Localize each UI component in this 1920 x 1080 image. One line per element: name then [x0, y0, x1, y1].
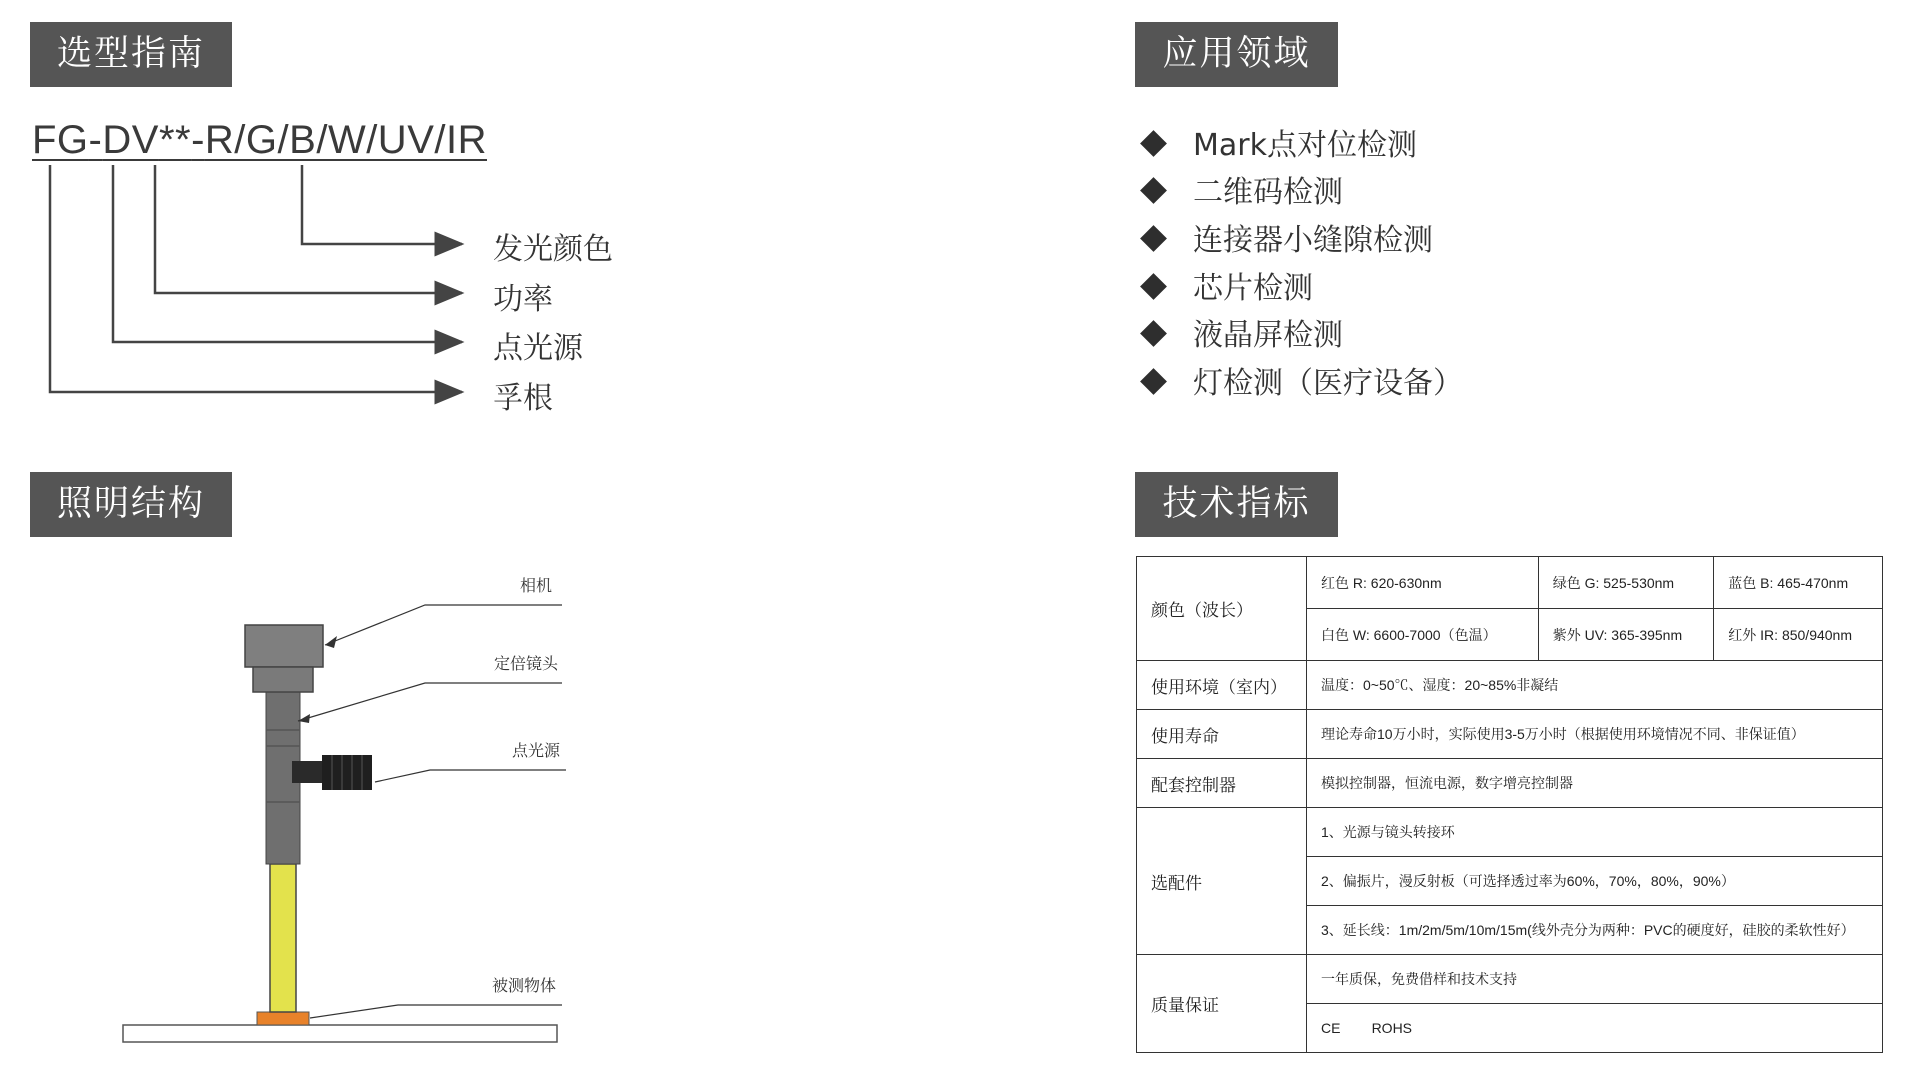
spec-green: 绿色 G: 525-530nm — [1538, 557, 1714, 609]
spec-quality-2: CE ROHS — [1307, 1004, 1883, 1053]
code-type: DV — [102, 118, 159, 162]
table-row — [1137, 955, 1883, 1004]
spec-red: 红色 R: 620-630nm — [1307, 557, 1539, 609]
spec-accessory-3: 3、延长线：1m/2m/5m/10m/15m(线外壳分为两种：PVC的硬度好，硅胶的柔软性好） — [1307, 906, 1883, 955]
spec-accessory-2: 2、偏振片，漫反射板（可选择透过率为60%，70%，80%，90%） — [1307, 857, 1883, 906]
camera-body — [245, 625, 323, 667]
label-point-light: 点光源 — [493, 331, 583, 366]
spec-accessory-1: 1、光源与镜头转接环 — [1307, 808, 1883, 857]
code-dash: - — [88, 118, 103, 162]
application-item: 灯检测（医疗设备） — [1140, 364, 1463, 404]
camera-mount — [253, 667, 313, 692]
spec-label-controller: 配套控制器 — [1137, 759, 1307, 808]
callout-line-light — [375, 770, 566, 782]
spec-label-color: 颜色（波长） — [1137, 557, 1307, 661]
spec-white: 白色 W: 6600-7000（色温） — [1307, 609, 1539, 661]
table-row — [1137, 808, 1883, 857]
tested-object — [257, 1012, 309, 1025]
application-item: 芯片检测 — [1140, 269, 1313, 309]
light-coupler — [292, 761, 322, 783]
diamond-bullet-icon — [1140, 225, 1167, 252]
diamond-bullet-icon — [1140, 130, 1167, 157]
connector-color — [302, 165, 462, 244]
section-title-applications: 应用领域 — [1135, 22, 1338, 87]
model-connector-lines — [0, 0, 700, 420]
callout-camera: 相机 — [520, 576, 553, 595]
diamond-bullet-icon — [1140, 177, 1167, 204]
application-item: Mark点对位检测 — [1140, 126, 1417, 166]
application-item: 液晶屏检测 — [1140, 316, 1343, 356]
code-prefix: FG — [32, 118, 89, 162]
table-row — [1137, 759, 1883, 808]
section-title-selection-guide: 选型指南 — [30, 22, 232, 87]
label-power: 功率 — [493, 282, 553, 317]
callout-line-camera — [325, 605, 562, 645]
table-row — [1137, 710, 1883, 759]
spec-life-value: 理论寿命10万小时，实际使用3-5万小时（根据使用环境情况不同、非保证值） — [1307, 710, 1883, 759]
callout-line-object — [310, 1005, 562, 1018]
section-title-structure: 照明结构 — [30, 472, 232, 537]
callout-lens: 定倍镜头 — [494, 654, 559, 673]
code-dash: - — [191, 118, 205, 162]
spec-table — [1136, 556, 1883, 1053]
spec-label-accessories: 选配件 — [1137, 808, 1307, 955]
callout-point-light: 点光源 — [512, 741, 561, 760]
spec-label-env: 使用环境（室内） — [1137, 661, 1307, 710]
diamond-bullet-icon — [1140, 273, 1167, 300]
spec-uv: 紫外 UV: 365-395nm — [1538, 609, 1714, 661]
spec-quality-1: 一年质保，免费借样和技术支持 — [1307, 955, 1883, 1004]
application-item: 连接器小缝隙检测 — [1140, 221, 1433, 261]
callout-line-lens — [298, 683, 562, 721]
diamond-bullet-icon — [1140, 320, 1167, 347]
spec-controller-value: 模拟控制器，恒流电源，数字增亮控制器 — [1307, 759, 1883, 808]
application-item: 二维码检测 — [1140, 173, 1343, 213]
spec-label-quality: 质量保证 — [1137, 955, 1307, 1053]
section-title-specs: 技术指标 — [1135, 472, 1338, 537]
spec-blue: 蓝色 B: 465-470nm — [1714, 557, 1883, 609]
code-power: ** — [158, 118, 192, 162]
spec-label-life: 使用寿命 — [1137, 710, 1307, 759]
code-color: R/G/B/W/UV/IR — [204, 118, 487, 162]
label-root: 孚根 — [493, 381, 553, 416]
callout-object: 被测物体 — [492, 976, 557, 995]
lens-extension-rod — [270, 864, 296, 1012]
base-plate — [123, 1025, 557, 1042]
table-row — [1137, 661, 1883, 710]
point-light-head — [322, 755, 372, 790]
label-emit-color: 发光颜色 — [493, 232, 613, 267]
spec-env-value: 温度：0~50℃、湿度：20~85%非凝结 — [1307, 661, 1883, 710]
connector-power — [155, 165, 462, 293]
connector-point-light — [113, 165, 462, 342]
spec-ir: 红外 IR: 850/940nm — [1714, 609, 1883, 661]
diamond-bullet-icon — [1140, 368, 1167, 395]
table-row — [1137, 557, 1883, 609]
